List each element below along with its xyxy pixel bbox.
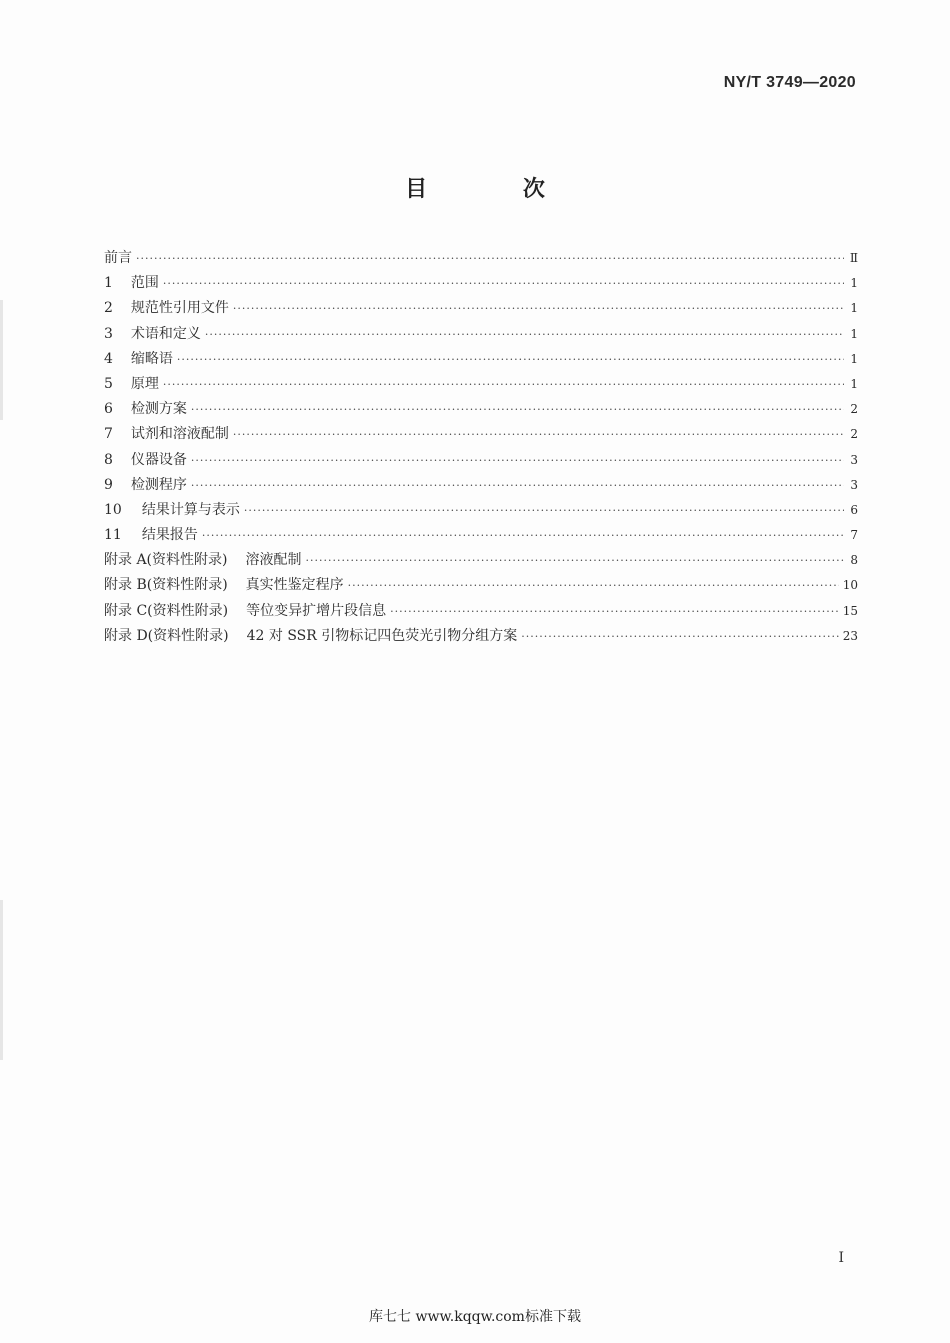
toc-entry-title: 前言 [104,250,132,266]
toc-title: 目 次 [405,177,589,202]
toc-entry-number: 11 [104,527,122,544]
toc-leader-dots [163,271,844,296]
toc-entry-page: 1 [850,351,858,366]
toc-entry[interactable] [104,246,858,271]
toc-entry-title: 范围 [130,275,159,292]
toc-entry[interactable] [104,422,858,447]
toc-entry-number: 9 [104,476,113,493]
toc-entry[interactable] [104,573,858,598]
toc-leader-dots [202,523,844,548]
toc-entry[interactable] [104,498,858,523]
toc-entry-number: 7 [104,426,113,443]
toc-leader-dots [305,548,844,573]
toc-entry-page: 7 [850,528,858,543]
toc-entry-number: 4 [104,350,113,367]
toc-entry[interactable] [104,271,858,296]
toc-entry-title: 原理 [130,375,159,392]
toc-entry-title: 检测程序 [130,476,187,493]
toc-entry-page: 23 [842,628,858,643]
toc-entry[interactable] [104,448,858,473]
toc-entry[interactable] [104,347,858,372]
toc-entry-page: 2 [850,402,858,417]
toc-entry-number: 6 [104,401,113,418]
toc-entry-page: 1 [850,326,858,341]
toc-leader-dots [233,422,844,447]
toc-leader-dots [191,473,844,498]
toc-entry-title: 真实性鉴定程序 [245,577,344,594]
toc-entry[interactable] [104,322,858,347]
toc-entry-number: 8 [104,451,113,468]
toc-leader-dots [348,573,839,598]
toc-entry-page: 1 [850,376,858,391]
scan-edge-mark [0,300,3,420]
toc-entry[interactable] [104,296,858,321]
footer-watermark: 库七七 www.kqqw.com标准下载 [369,1309,581,1325]
toc-leader-dots [136,246,844,271]
toc-entry-page: 6 [850,502,858,517]
toc-leader-dots [205,322,844,347]
table-of-contents [104,246,858,649]
toc-entry[interactable] [104,548,858,573]
toc-entry-title: 等位变异扩增片段信息 [246,602,387,619]
toc-entry-number: 5 [104,375,113,392]
toc-entry-page: 3 [850,452,858,467]
toc-leader-dots [177,347,844,372]
toc-entry[interactable] [104,372,858,397]
toc-leader-dots [521,624,838,649]
toc-entry-page: 3 [850,477,858,492]
toc-leader-dots [233,296,844,321]
toc-entry-title: 42 对 SSR 引物标记四色荧光引物分组方案 [246,627,518,644]
toc-entry-number: 附录 C(资料性附录) [104,602,229,619]
toc-leader-dots [390,599,839,624]
toc-leader-dots [244,498,844,523]
toc-entry-title: 规范性引用文件 [130,300,229,317]
toc-entry-number: 3 [104,325,113,342]
toc-entry[interactable] [104,624,858,649]
toc-leader-dots [163,372,844,397]
toc-entry-title: 结果报告 [141,527,198,544]
toc-entry-number: 附录 D(资料性附录) [104,627,229,644]
toc-entry-title: 仪器设备 [130,451,187,468]
toc-entry-number: 1 [104,275,113,292]
toc-entry-page: 15 [842,603,858,618]
toc-entry-page: 10 [842,578,858,593]
toc-entry-number: 10 [104,501,122,518]
toc-leader-dots [191,448,844,473]
toc-entry[interactable] [104,397,858,422]
toc-entry-title: 溶液配制 [245,552,302,569]
toc-entry-title: 术语和定义 [130,325,201,342]
document-code: NY/T 3749—2020 [723,74,856,91]
toc-leader-dots [191,397,844,422]
toc-entry[interactable] [104,523,858,548]
scan-edge-mark [0,900,3,1060]
toc-entry-number: 附录 A(资料性附录) [104,552,228,569]
toc-entry-page: 2 [850,427,858,442]
toc-entry-number: 2 [104,300,113,317]
toc-entry-title: 缩略语 [130,350,173,367]
toc-entry-title: 结果计算与表示 [141,501,240,518]
toc-entry-page: 8 [850,553,858,568]
toc-entry-title: 检测方案 [130,401,187,418]
toc-entry-page: 1 [850,276,858,291]
toc-entry[interactable] [104,599,858,624]
page-number: I [838,1250,844,1266]
toc-entry-title: 试剂和溶液配制 [130,426,229,443]
toc-entry-page: 1 [850,301,858,316]
toc-entry-page: Ⅱ [849,251,858,265]
toc-entry-number: 附录 B(资料性附录) [104,577,228,594]
toc-entry[interactable] [104,473,858,498]
